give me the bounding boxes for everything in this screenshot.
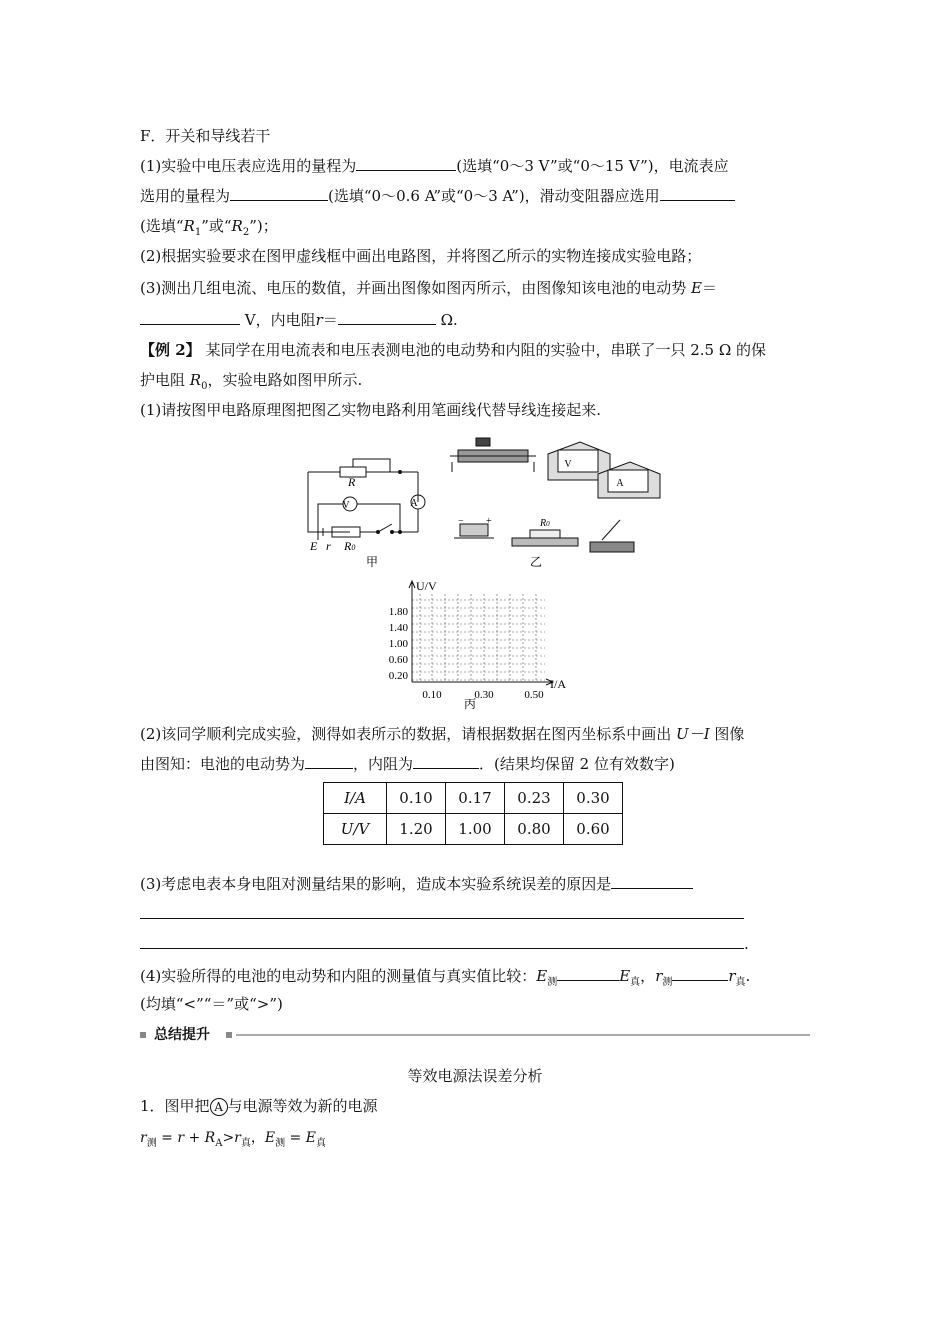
coordinate-grid — [412, 594, 545, 682]
xtick: 0.10 — [422, 689, 442, 701]
label-ammeter: A — [410, 498, 418, 509]
q1-line3: (选填“$R_1$”或“$R_2$”)； — [140, 217, 278, 238]
section-title: 等效电源法误差分析 — [407, 1067, 543, 1085]
label-ammeter-device: A — [616, 478, 624, 489]
table-row: I/A 0.10 0.17 0.23 0.30 — [324, 783, 623, 814]
example2-q2-line2: 由图知：电池的电动势为 ，内阻为 ．(结果均保留 2 位有效数字) — [140, 755, 675, 773]
blank[interactable] — [338, 310, 436, 325]
blank[interactable] — [305, 754, 353, 769]
ytick: 0.20 — [388, 670, 408, 682]
label-r-rheostat: R — [348, 475, 356, 489]
point-1: 1．图甲把 A 与电源等效为新的电源 — [140, 1097, 378, 1115]
q3-line1: (3)测出几组电流、电压的数值，并画出图像如图丙所示，由图像知该电池的电动势 E＝ — [140, 279, 718, 297]
label-voltmeter-device: V — [564, 459, 572, 470]
xtick: 0.30 — [474, 689, 494, 701]
example2-line2: 护电阻 $R_0$，实验电路如图甲所示. — [140, 371, 363, 392]
data-table — [323, 782, 623, 845]
summary-header: 总结提升 — [140, 1025, 810, 1047]
example2-line1: 【例 2】 某同学在用电流表和电压表测电池的电动势和内阻的实验中，串联了一只 2.5 Ω 的保 — [140, 341, 767, 359]
label-jia: 甲 — [366, 555, 379, 569]
ytick: 0.60 — [388, 654, 408, 666]
ytick: 1.40 — [388, 622, 408, 634]
blank[interactable] — [140, 310, 240, 325]
label-r0-device: R0 — [540, 518, 550, 529]
ytick: 1.80 — [388, 606, 408, 618]
formula: $r_测 = r + R_A>r_真$，$E_测 = E_真$ — [140, 1130, 326, 1149]
y-axis-label: U/V — [416, 579, 437, 593]
ammeter-symbol-icon: A — [210, 1098, 228, 1116]
q3-line2: V，内电阻r＝ Ω. — [140, 310, 458, 330]
q1-line1: (1)实验中电压表应选用的量程为 (选填“0～3 V”或“0～15 V”)，电流表应 — [140, 157, 729, 175]
xtick: 0.50 — [524, 689, 544, 701]
example2-q3: (3)考虑电表本身电阻对测量结果的影响，造成本实验系统误差的原因是 — [140, 874, 693, 894]
axes — [409, 581, 553, 685]
figure — [290, 432, 670, 712]
example2-q2-line1: (2)该同学顺利完成实验，测得如表所示的数据，请根据数据在图丙坐标系中画出 U－I 图像 — [140, 725, 745, 743]
apparatus — [450, 438, 660, 552]
battery-plus: + — [486, 516, 492, 527]
item-f: F．开关和导线若干 — [140, 127, 271, 145]
q2: (2)根据实验要求在图甲虚线框中画出电路图，并将图乙所示的实物连接成实验电路； — [140, 247, 702, 265]
q1-line2: 选用的量程为 (选填“0～0.6 A”或“0～3 A”)，滑动变阻器应选用 — [140, 186, 735, 206]
blank[interactable] — [230, 186, 328, 201]
label-r: r — [326, 539, 331, 553]
example2-q4-line2: (均填“<”“＝”或“>”) — [140, 995, 283, 1013]
example2-q1: (1)请按图甲电路原理图把图乙实物电路利用笔画线代替导线连接起来. — [140, 401, 602, 419]
blank[interactable] — [557, 966, 619, 981]
blank[interactable] — [356, 156, 456, 171]
label-e: E — [310, 539, 318, 553]
answer-line[interactable]: . — [140, 934, 749, 954]
battery-minus: − — [458, 516, 464, 527]
table-row: U/V 1.20 1.00 0.80 0.60 — [324, 814, 623, 845]
example2-q4-line1: (4)实验所得的电池的电动势和内阻的测量值与真实值比较：$E_测$ $E_真$，$r_测$ $r_真$. — [140, 967, 751, 988]
label-bing: 丙 — [463, 697, 477, 711]
blank[interactable] — [660, 186, 735, 201]
ytick: 1.00 — [388, 638, 408, 650]
label-r0: R0 — [344, 539, 356, 553]
label-voltmeter: V — [342, 500, 350, 511]
label-yi: 乙 — [530, 555, 543, 569]
blank[interactable] — [413, 754, 479, 769]
x-axis-label: I/A — [550, 677, 566, 691]
answer-line[interactable] — [140, 904, 744, 924]
circuit-diagram — [308, 459, 425, 540]
blank[interactable] — [672, 966, 728, 981]
blank[interactable] — [611, 874, 693, 889]
